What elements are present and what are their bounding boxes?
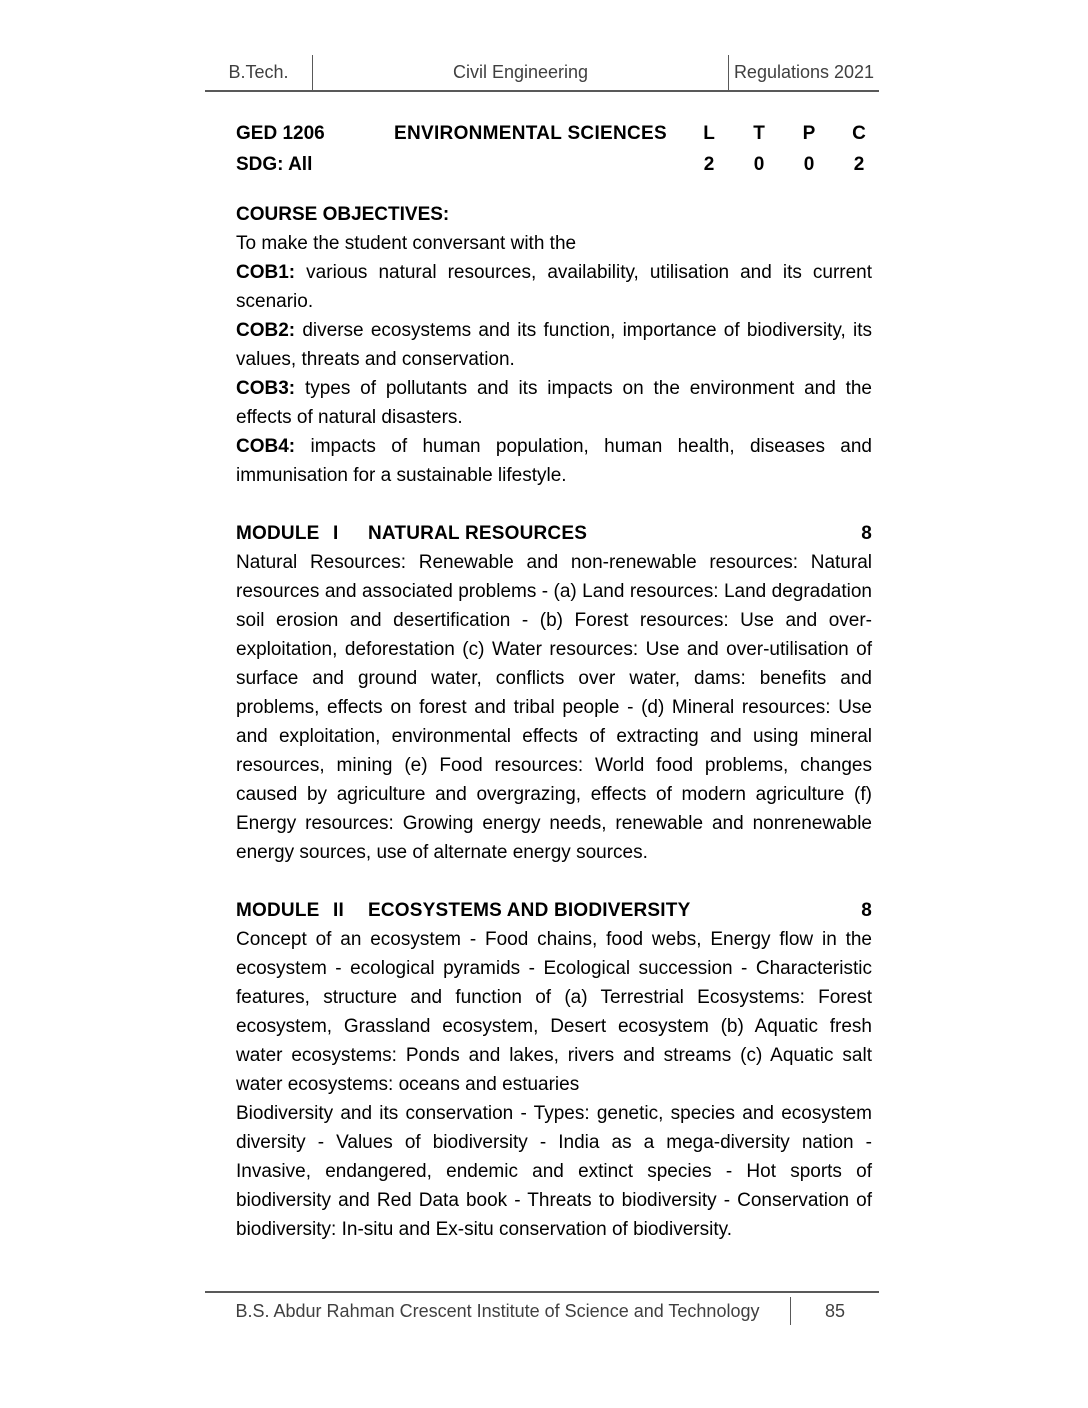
module-2 [236, 896, 872, 1244]
course-sdg-row [236, 149, 872, 180]
ltpc-header-t: T [753, 123, 765, 144]
ltpc-value-l: 2 [703, 154, 715, 175]
module-1-paragraph: Natural Resources: Renewable and non-renewable resources: Natural resources and associated problems - (a) Land resources: Land degradation soil erosion and desertification - (b) Forest resources: Use and over-exploitation, deforestation (c) Water resources: Use and over-utilisation of surface and ground water, conflicts over water, dams: benefits and problems, effects on forest and tribal people - (d) Mineral resources: Use and exploitation, environmental effects of extracting and using mineral resources, mining (e) Food resources: World food problems, changes caused by agriculture and overgrazing, effects of modern agriculture (f) Energy resources: Growing energy needs, renewable and nonrenewable energy sources, use of alternate energy sources. [236, 552, 872, 863]
module-1-heading [236, 519, 872, 548]
ltpc-header-p: P [802, 123, 816, 144]
module-hours: 8 [861, 900, 872, 921]
objective-text: impacts of human population, human health, diseases and immunisation for a sustainable lifestyle. [236, 436, 873, 486]
module-hours: 8 [861, 523, 872, 544]
ltpc-header-l: L [703, 123, 715, 144]
ltpc-header-row [698, 118, 870, 149]
module-2-paragraph-1: Concept of an ecosystem - Food chains, food webs, Energy flow in the ecosystem - ecological pyramids - Ecological succession - Characteristic features, structure and function of (a) Terrestrial Ecosystems: Forest ecosystem, Grassland ecosystem, Desert ecosystem (b) Aquatic fresh water ecosystems: Ponds and lakes, rivers and streams (c) Aquatic salt water ecosystems: oceans and estuaries [236, 929, 872, 1095]
course-sdg: SDG: All [236, 154, 313, 175]
module-title: ECOSYSTEMS AND BIODIVERSITY [368, 900, 691, 921]
module-label: MODULE I [236, 523, 339, 544]
objective-label: COB1: [236, 262, 296, 283]
course-title-row [236, 118, 872, 149]
module-1 [236, 519, 872, 867]
module-label: MODULE II [236, 900, 344, 921]
course-code: GED 1206 [236, 123, 325, 144]
page-number: 85 [824, 1300, 846, 1321]
header-branch: Civil Engineering [312, 55, 729, 90]
objective-item-cob3 [236, 374, 872, 432]
ltpc-value-c: 2 [853, 154, 865, 175]
objective-label: COB4: [236, 436, 296, 457]
page-header [205, 55, 879, 92]
module-2-heading [236, 896, 872, 925]
ltpc-value-row [698, 149, 870, 180]
objective-item-cob1 [236, 258, 872, 316]
ltpc-value-p: 0 [803, 154, 815, 175]
module-title: NATURAL RESOURCES [368, 523, 588, 544]
objective-item-cob4 [236, 432, 872, 490]
course-header-block [236, 118, 872, 180]
course-content [236, 200, 872, 1244]
header-regulations: Regulations 2021 [733, 62, 875, 82]
objective-text: diverse ecosystems and its function, importance of biodiversity, its values, threats and conservation. [236, 320, 872, 370]
ltpc-header-c: C [852, 123, 866, 144]
objectives-heading: COURSE OBJECTIVES: [236, 204, 450, 225]
objective-text: various natural resources, availability, utilisation and its current scenario. [236, 262, 873, 312]
ltpc-value-t: 0 [753, 154, 765, 175]
institute-name: B.S. Abdur Rahman Crescent Institute of Science and Technology [235, 1300, 760, 1321]
objectives-intro: To make the student conversant with the [236, 233, 577, 254]
course-title: ENVIRONMENTAL SCIENCES [394, 123, 667, 144]
objective-text: types of pollutants and its impacts on the environment and the effects of natural disasters. [236, 378, 872, 428]
objective-label: COB2: [236, 320, 296, 341]
page-footer [205, 1291, 879, 1329]
objective-label: COB3: [236, 378, 296, 399]
module-2-paragraph-2: Biodiversity and its conservation - Types: genetic, species and ecosystem diversity - Values of biodiversity - India as a mega-diversity nation - Invasive, endangered, endemic and extinct species - Hot sports of biodiversity and Red Data book - Threats to biodiversity - Conservation of biodiversity: In-situ and Ex-situ conservation of biodiversity. [236, 1103, 872, 1240]
objective-item-cob2 [236, 316, 872, 374]
header-degree: B.Tech. [228, 62, 289, 82]
